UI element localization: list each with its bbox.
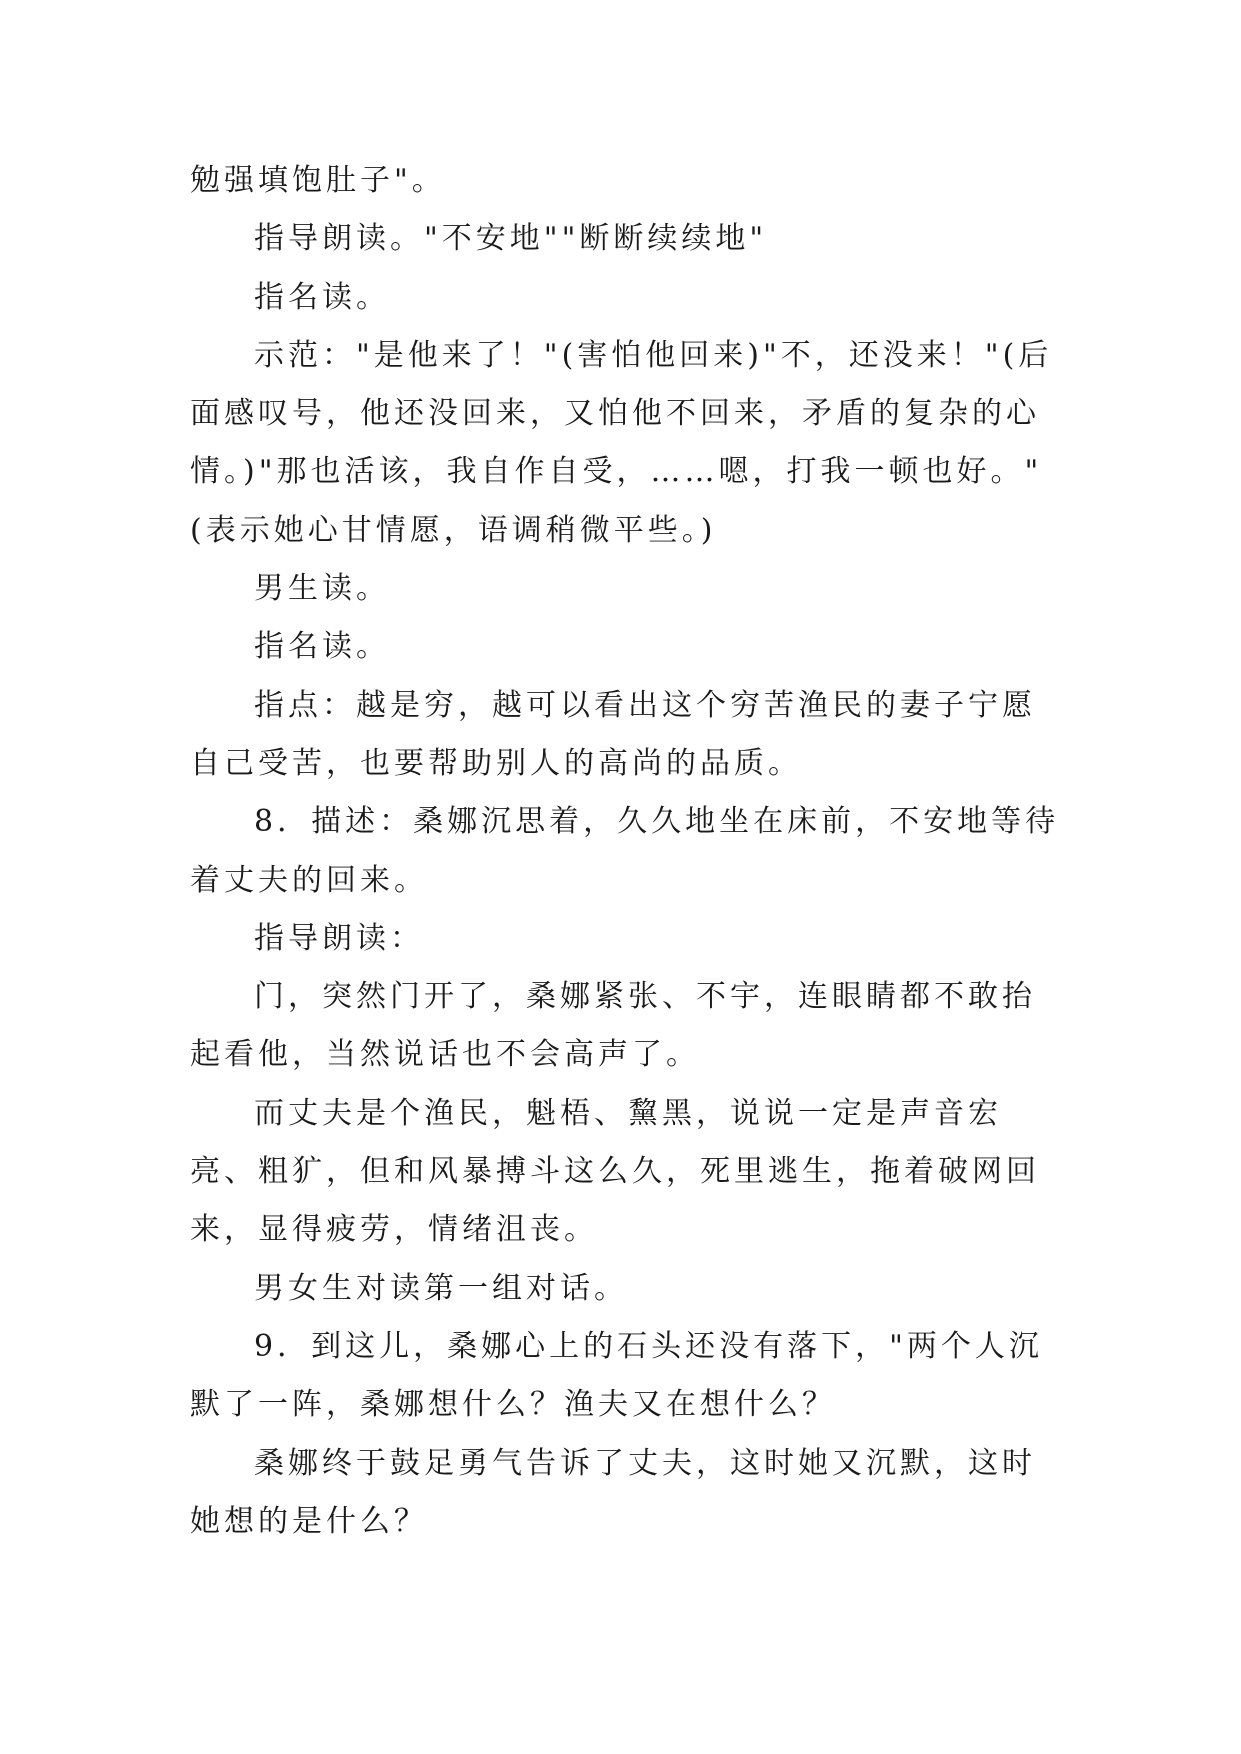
paragraph: 桑娜终于鼓足勇气告诉了丈夫，这时她又沉默，这时她想的是什么？: [190, 1445, 1036, 1539]
paragraph: 门，突然门开了，桑娜紧张、不宇，连眼睛都不敢抬起看他，当然说话也不会高声了。: [190, 979, 1036, 1073]
document-body: [190, 152, 1060, 1551]
paragraph: 8．描述：桑娜沉思着，久久地坐在床前，不安地等待着丈夫的回来。: [190, 804, 1060, 898]
paragraph: 指导朗读：: [254, 920, 424, 956]
paragraph: 男生读。: [254, 571, 390, 607]
paragraph: 男女生对读第一组对话。: [254, 1270, 628, 1306]
paragraph: 而丈夫是个渔民，魁梧、黧黑，说说一定是声音宏亮、粗犷，但和风暴搏斗这么久，死里逃生，拖着破网回来，显得疲劳，情绪沮丧。: [190, 1095, 1040, 1248]
paragraph: 指点：越是穷，越可以看出这个穷苦渔民的妻子宁愿自己受苦，也要帮助别人的高尚的品质。: [190, 687, 1036, 781]
paragraph: 指导朗读。"不安地""断断续续地": [254, 221, 768, 257]
paragraph: 指名读。: [254, 279, 390, 315]
paragraph: 示范："是他来了！"(害怕他回来)"不，还没来！"(后面感叹号，他还没回来，又怕他不回来，矛盾的复杂的心情。)"那也活该，我自作自受，……嗯，打我一顿也好。"(表示她心甘情愿，语调稍微平些。): [190, 337, 1053, 548]
paragraph: 指名读。: [254, 629, 390, 665]
paragraph: 勉强填饱肚子"。: [190, 163, 446, 198]
paragraph: 9．到这儿，桑娜心上的石头还没有落下，"两个人沉默了一阵，桑娜想什么？渔夫又在想什么？: [190, 1328, 1043, 1423]
